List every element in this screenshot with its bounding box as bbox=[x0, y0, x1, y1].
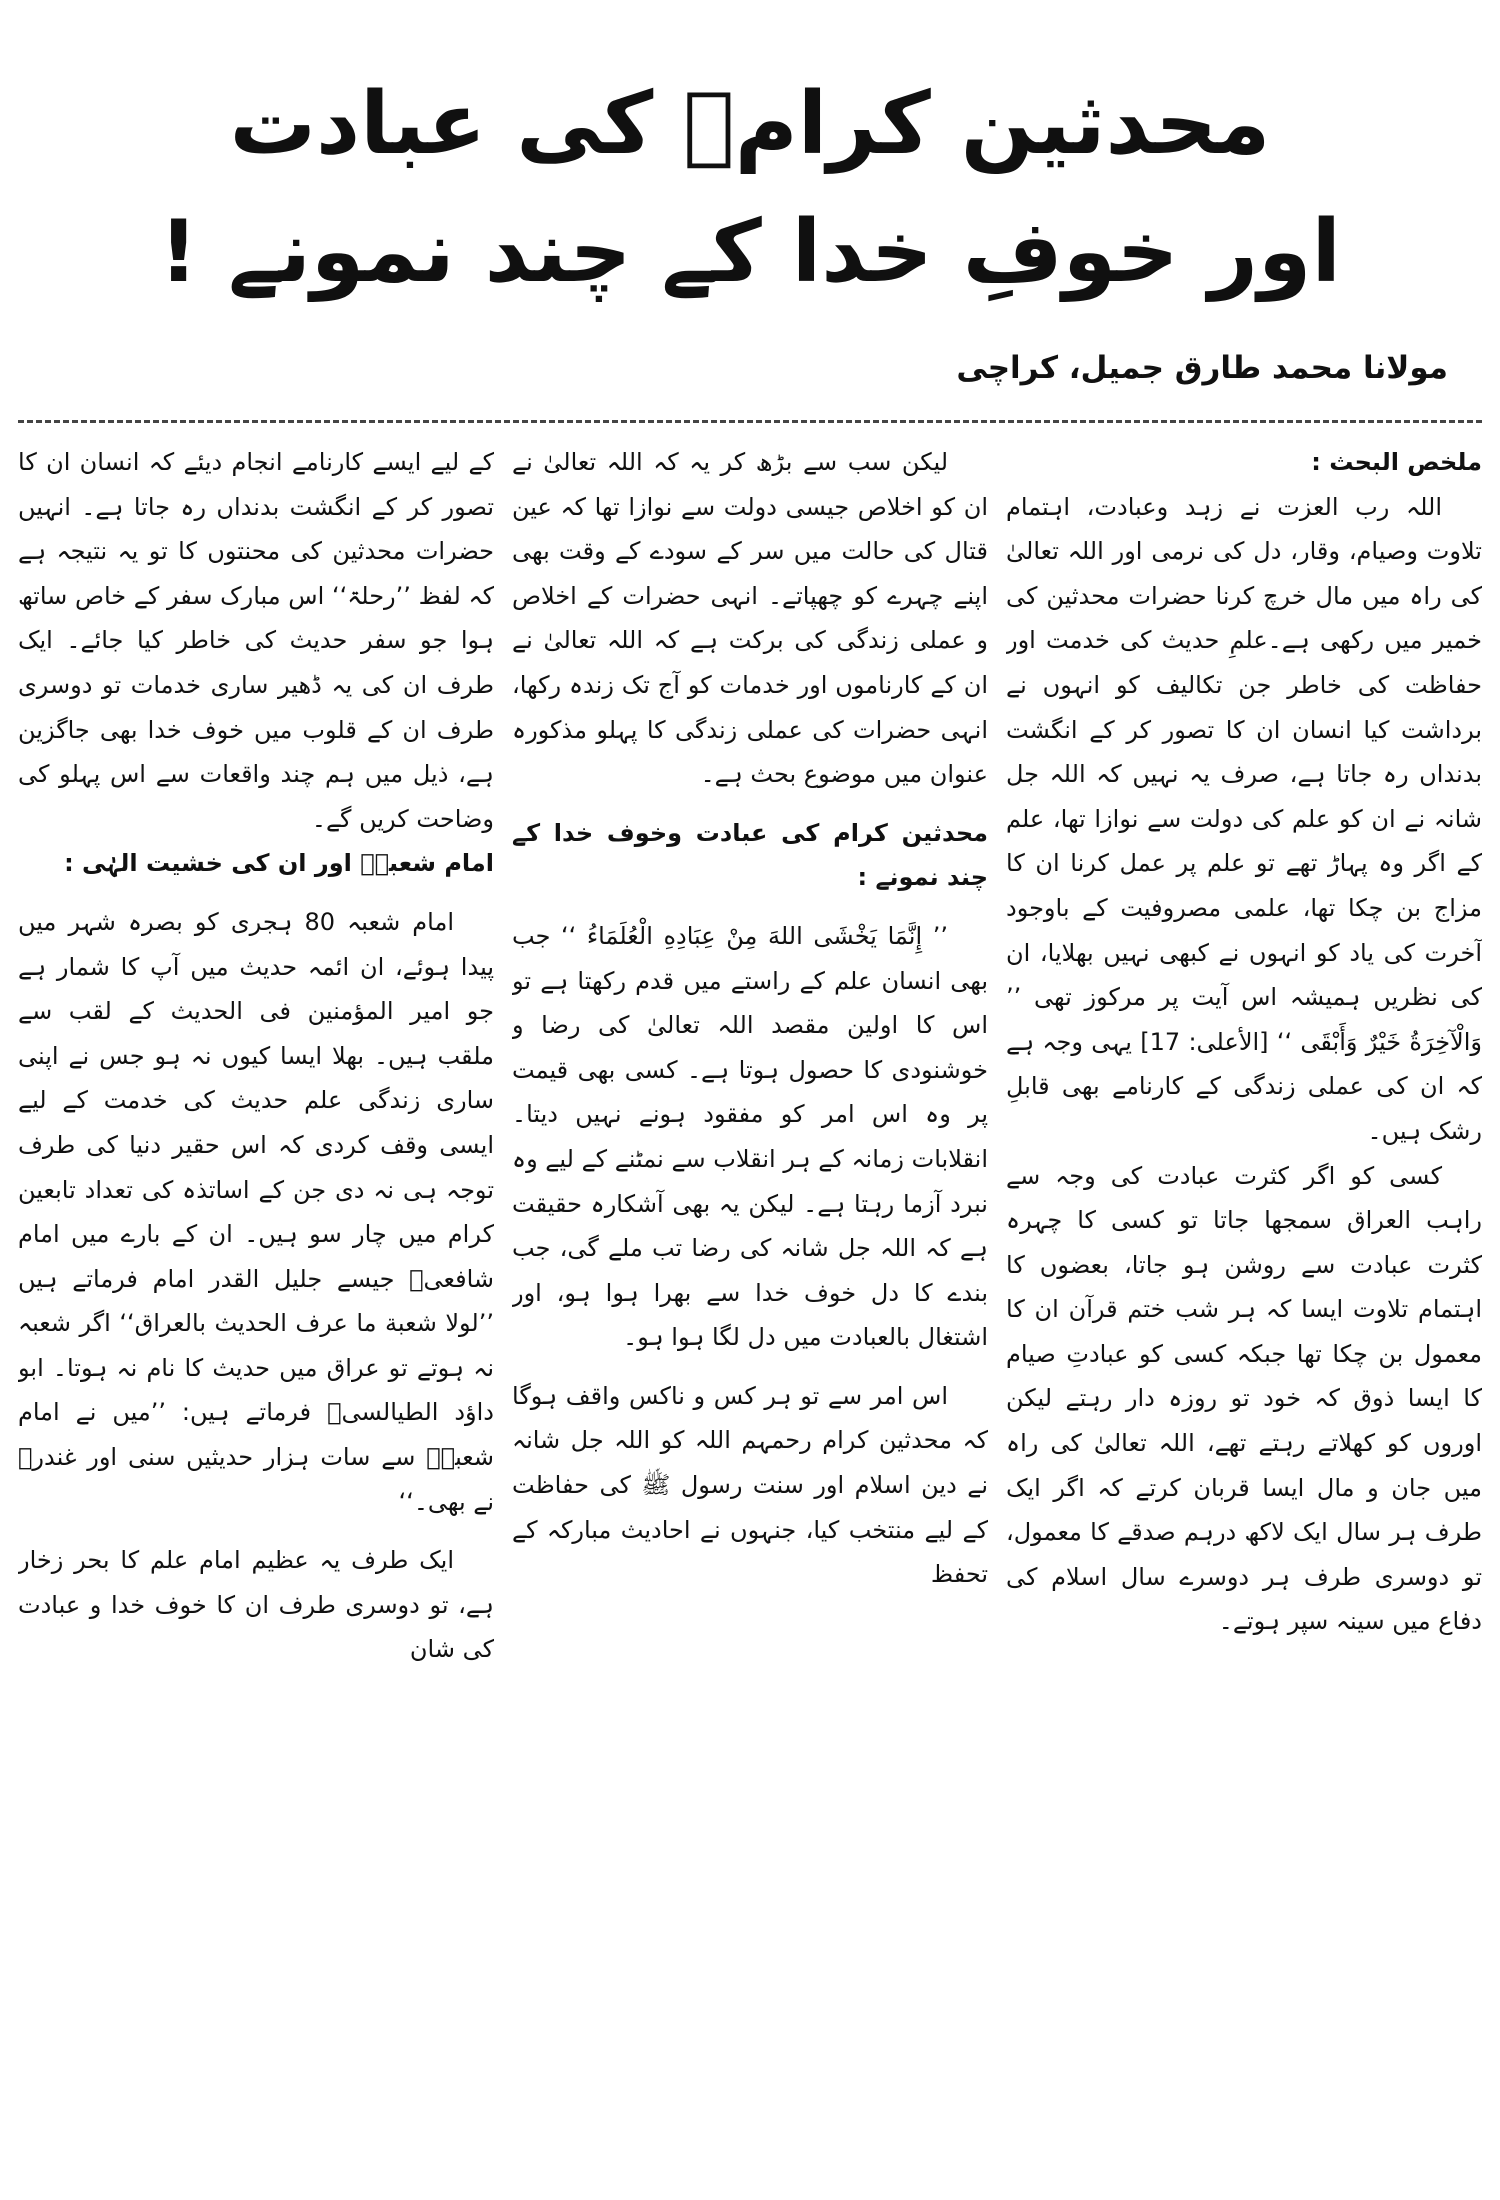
left-paragraph-2: امام شعبہ 80 ہجری کو بصرہ شہر میں پیدا ہوئے، ان ائمہ حدیث میں آپ کا شمار ہے جو امیر المؤمنین فی الحدیث کے لقب سے ملقب ہیں۔ بھلا ایسا کیوں نہ ہو جس نے اپنی ساری زندگی علم حدیث کی خدمت کے لیے ایسی وقف کردی کہ اس حقیر دنیا کی طرف توجہ ہی نہ دی جن کے اساتذہ کی تعداد تابعین کرام میں چار سو ہیں۔ ان کے بارے میں امام شافعیؒ جیسے جلیل القدر امام فرماتے ہیں ’’لولا شعبة ما عرف الحديث بالعراق‘‘ اگر شعبہ نہ ہوتے تو عراق میں حدیث کا نام نہ ہوتا۔ ابو داؤد الطیالسیؒ فرماتے ہیں: ’’میں نے امام شعبہؒ سے سات ہزار حدیثیں سنی اور غندرؒ نے بھی۔‘‘ bbox=[18, 907, 494, 1516]
abstract-paragraph-2: کسی کو اگر کثرت عبادت کی وجہ سے راہب العراق سمجھا جاتا تو کسی کا چہرہ کثرت عبادت سے روشن ہو جاتا، بعضوں کا اہتمام تلاوت ایسا کہ ہر شب ختم قرآن ان کا معمول بن چکا تھا جبکہ کسی کو عبادتِ صیام کا ایسا ذوق کہ خود تو روزہ دار رہتے لیکن اوروں کو کھلاتے رہتے تھے، اللہ تعالیٰ کی راہ میں جان و مال ایسا قربان کرتے کہ اگر ایک طرف ہر سال ایک لاکھ درہم صدقے کا معمول، تو دوسری طرف ہر دوسرے سال اسلام کی دفاع میں سینہ سپر ہوتے۔ bbox=[1006, 1161, 1482, 1636]
middle-paragraph-1: لیکن سب سے بڑھ کر یہ کہ اللہ تعالیٰ نے ان کو اخلاص جیسی دولت سے نوازا تھا کہ عین قتال کی حالت میں سر کے سودے کے وقت بھی اپنے چہرے کو چھپاتے۔ انہی حضرات کے اخلاص و عملی زندگی کی برکت ہے کہ اللہ تعالیٰ نے ان کے کارناموں اور خدمات کو آج تک زندہ رکھا، انہی حضرات کی عملی زندگی کا پہلو مذکورہ عنوان میں موضوع بحث ہے۔ bbox=[512, 448, 988, 789]
left-paragraph-3: ایک طرف یہ عظیم امام علم کا بحر زخار ہے، تو دوسری طرف ان کا خوف خدا و عبادت کی شان bbox=[18, 1546, 494, 1664]
section-heading-examples: محدثین کرام کی عبادت وخوف خدا کے چند نمونے : bbox=[512, 818, 988, 892]
column-left bbox=[18, 440, 494, 2190]
article-columns bbox=[18, 440, 1482, 2190]
section-heading-imam-shuba: امام شعبہؒ اور ان کی خشیت الہٰی : bbox=[64, 849, 494, 878]
abstract-heading: ملخص البحث : bbox=[1311, 448, 1482, 476]
author-byline: مولانا محمد طارق جمیل، کراچی bbox=[956, 350, 1448, 386]
dashed-divider bbox=[18, 420, 1482, 423]
title-line-1: محدثین کرامؒ کی عبادت bbox=[229, 74, 1271, 174]
left-paragraph-1: کے لیے ایسے کارنامے انجام دیئے کہ انسان ان کا تصور کر کے انگشت بدنداں رہ جاتا ہے۔ انہیں حضرات محدثین کی محنتوں کا تو یہ نتیجہ ہے کہ لفظ ’’رحلۃ‘‘ اس مبارک سفر کے خاص ساتھ ہوا جو سفر حدیث کی خاطر کیا جائے۔ ایک طرف ان کی یہ ڈھیر ساری خدمات تو دوسری طرف ان کے قلوب میں خوف خدا بھی جاگزین ہے، ذیل میں ہم چند واقعات سے اس پہلو کی وضاحت کریں گے۔ bbox=[18, 448, 494, 833]
middle-paragraph-3: اس امر سے تو ہر کس و ناکس واقف ہوگا کہ محدثین کرام رحمہم اللہ کو اللہ جل شانہ نے دین اسلام اور سنت رسول ﷺ کی حفاظت کے لیے منتخب کیا، جنہوں نے احادیث مبارکہ کے تحفظ bbox=[512, 1381, 988, 1589]
abstract-paragraph-1: اللہ رب العزت نے زہد وعبادت، اہتمام تلاوت وصیام، وقار، دل کی نرمی اور اللہ تعالیٰ کی راہ میں مال خرچ کرنا حضرات محدثین کی خمیر میں رکھی ہے۔علمِ حدیث کی خدمت اور حفاظت کی خاطر جن تکالیف کو انہوں نے برداشت کیا انسان ان کا تصور کر کے انگشت بدنداں رہ جاتا ہے، صرف یہ نہیں کہ اللہ جل شانہ نے ان کو علم کی دولت سے نوازا تھا، علم کے اگر وہ پہاڑ تھے تو علم پر عمل کرنا ان کا مزاج بن چکا تھا، علمی مصروفیت کے باوجود آخرت کی یاد کو انہوں نے کبھی نہیں بھلایا، ان کی نظریں ہمیشہ اس آیت پر مرکوز تھی ’’ وَالْآخِرَةُ خَيْرٌ وَأَبْقَى ‘‘ [الأعلى: 17] یہی وجہ ہے کہ ان کی عملی زندگی کے کارنامے بھی قابلِ رشک ہیں۔ bbox=[1006, 492, 1482, 1145]
column-right bbox=[1006, 440, 1482, 2190]
title-line-2: اور خوفِ خدا کے چند نمونے ! bbox=[159, 202, 1341, 302]
article-title bbox=[60, 60, 1440, 316]
column-middle bbox=[512, 440, 988, 2190]
middle-paragraph-2: ’’ إِنَّمَا يَخْشَى اللهَ مِنْ عِبَادِهِ الْعُلَمَاءُ ‘‘ جب بھی انسان علم کے راستے میں قدم رکھتا ہے تو اس کا اولین مقصد اللہ تعالیٰ کی رضا و خوشنودی کا حصول ہوتا ہے۔ کسی بھی قیمت پر وہ اس امر کو مفقود ہونے نہیں دیتا۔ انقلابات زمانہ کے ہر انقلاب سے نمٹنے کے لیے وہ نبرد آزما رہتا ہے۔ لیکن یہ بھی آشکارہ حقیقت ہے کہ اللہ جل شانہ کی رضا تب ملے گی، جب بندے کا دل خوف خدا سے بھرا ہوا ہو، اور اشتغال بالعبادت میں دل لگا ہوا ہو۔ bbox=[512, 921, 988, 1352]
